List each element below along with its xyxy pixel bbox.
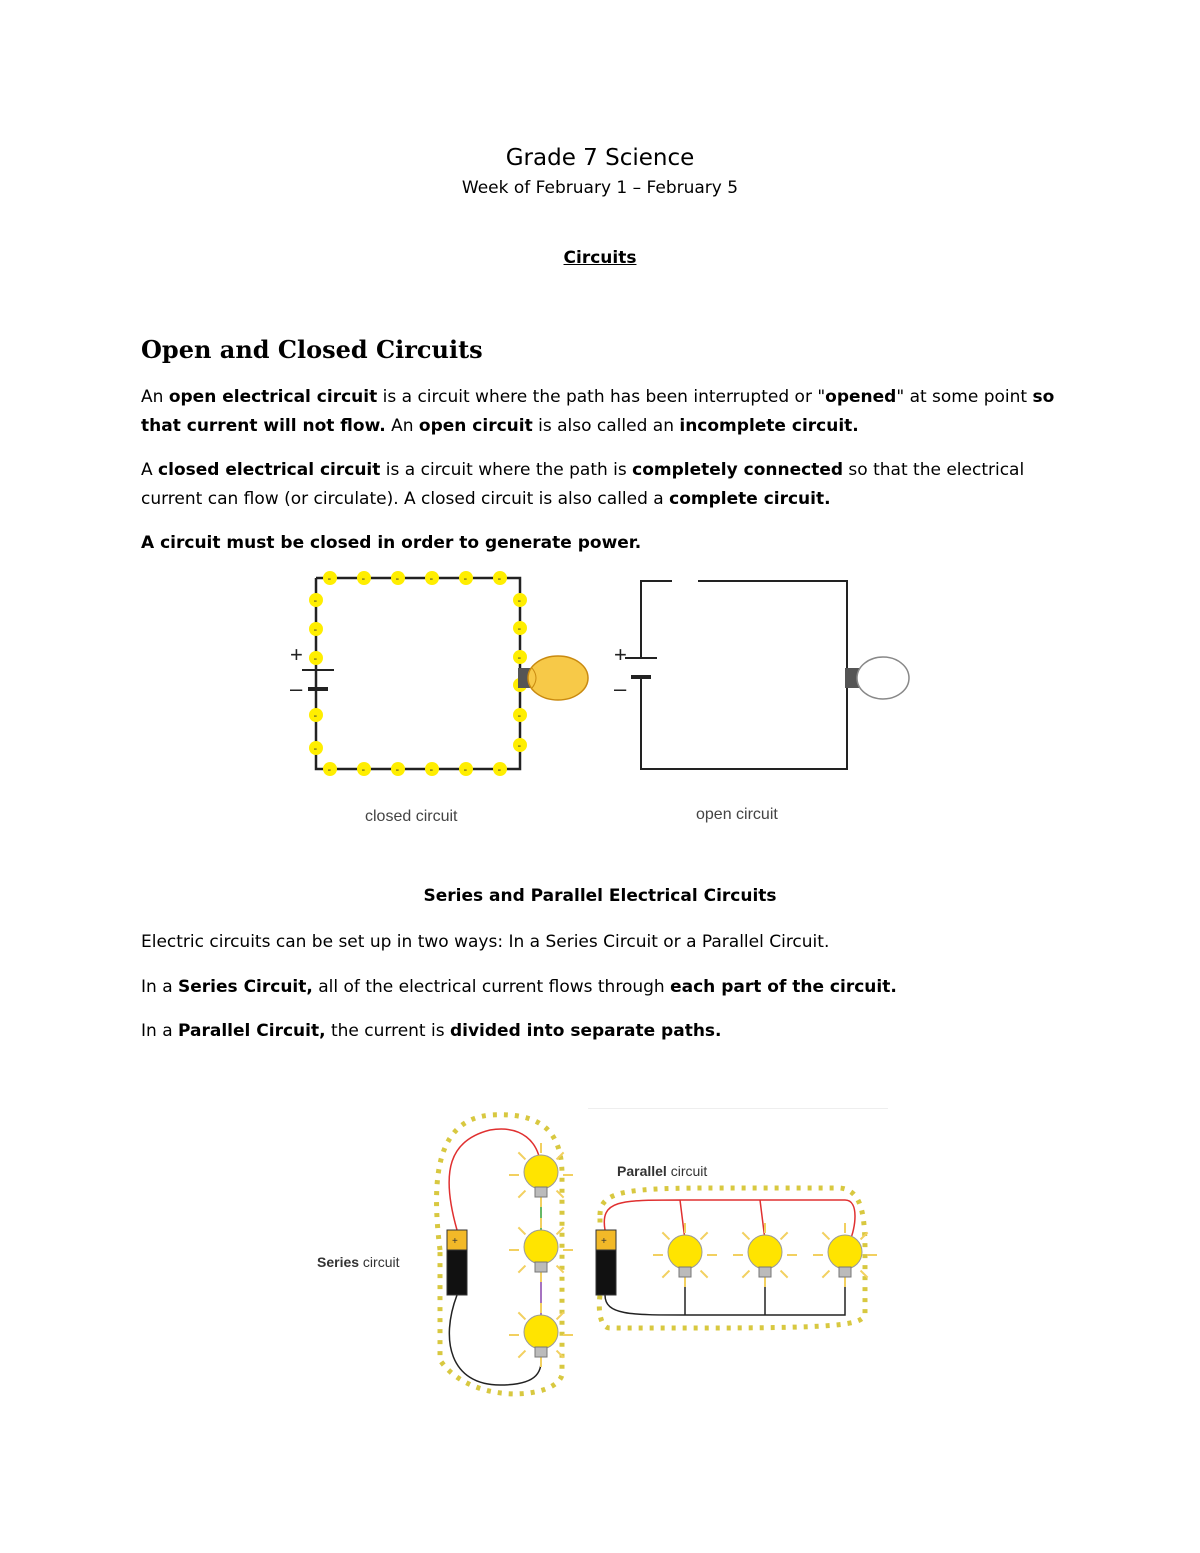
closed-battery-minus: – — [290, 676, 303, 701]
open-closed-circuit-figure — [280, 565, 930, 835]
text-run: Series Circuit, — [178, 977, 313, 997]
text-run: closed electrical circuit — [158, 460, 381, 480]
text-run: is also called an — [532, 416, 680, 436]
text-run: An — [141, 387, 169, 407]
lit-bulb-icon — [509, 1143, 573, 1207]
series-parallel-figure — [300, 1100, 900, 1410]
svg-text:+: + — [452, 1236, 458, 1247]
text-run: A — [141, 460, 159, 480]
open-battery-minus: – — [614, 676, 627, 701]
page-subtitle: Week of February 1 – February 5 — [461, 178, 739, 198]
electron-sign: - — [313, 743, 318, 755]
text-run: the current is — [325, 1021, 450, 1041]
lit-bulb-icon — [509, 1218, 573, 1282]
lit-bulb-icon — [509, 1303, 573, 1367]
text-run: An — [385, 416, 419, 436]
page-title: Grade 7 Science — [505, 145, 695, 171]
electron-sign: - — [517, 623, 522, 635]
electron-sign: - — [327, 573, 332, 585]
text-run: " at some point — [896, 387, 1033, 407]
electron-sign: - — [497, 764, 502, 776]
paragraph-two-ways: Electric circuits can be set up in two ways: In a Series Circuit or a Parallel Circuit. — [141, 932, 830, 952]
electron-sign: - — [517, 595, 522, 607]
electron-sign: - — [517, 652, 522, 664]
section-heading-open-closed: Open and Closed Circuits — [141, 335, 483, 364]
parallel-current-path — [599, 1188, 865, 1328]
paragraph-parallel — [141, 1017, 1061, 1046]
text-run: In a — [141, 1021, 179, 1041]
electron-sign: - — [313, 595, 318, 607]
text-run: incomplete circuit. — [679, 416, 859, 436]
series-battery-icon — [447, 1230, 467, 1295]
text-run: so that current will not flow. — [141, 387, 1055, 436]
electron-sign: - — [463, 573, 468, 585]
text-run: open electrical circuit — [168, 387, 378, 407]
electron-sign: - — [429, 764, 434, 776]
series-circuit-label: Series circuit — [317, 1254, 400, 1270]
open-battery-plus: + — [614, 642, 627, 667]
electron-sign: - — [395, 573, 400, 585]
electron-sign: - — [361, 573, 366, 585]
electron-sign: - — [313, 710, 318, 722]
section-heading-series-parallel: Series and Parallel Electrical Circuits — [423, 886, 777, 906]
parallel-circuit-label: Parallel circuit — [617, 1163, 708, 1179]
electron-sign: - — [517, 740, 522, 752]
paragraph-open-circuit — [141, 383, 1061, 441]
parallel-wire-black — [605, 1275, 845, 1315]
topic-heading: Circuits — [563, 248, 637, 268]
text-run: complete circuit. — [669, 489, 831, 509]
open-circuit-caption: open circuit — [696, 806, 778, 823]
parallel-wire-red — [604, 1200, 855, 1240]
paragraph-closed-circuit — [141, 456, 1061, 514]
text-run: each part of the circuit. — [670, 977, 897, 997]
text-run: Parallel Circuit, — [178, 1021, 326, 1041]
electron-sign: - — [497, 573, 502, 585]
lit-bulb-icon — [733, 1223, 797, 1287]
paragraph-series — [141, 973, 1061, 1002]
text-run: so that the electrical current can flow (or circulate). A closed circuit is also called a — [141, 460, 1025, 509]
bulb-unlit-icon — [845, 657, 909, 699]
electron-sign: - — [327, 764, 332, 776]
electron-sign: - — [463, 764, 468, 776]
svg-text:+: + — [601, 1236, 607, 1247]
closed-battery-plus: + — [290, 642, 303, 667]
lit-bulb-icon — [653, 1223, 717, 1287]
paragraph-closed-required: A circuit must be closed in order to generate power. — [141, 533, 642, 553]
electron-sign: - — [429, 573, 434, 585]
text-run: is a circuit where the path has been interrupted or " — [377, 387, 826, 407]
text-run: all of the electrical current flows through — [312, 977, 671, 997]
parallel-battery-icon — [596, 1230, 616, 1295]
electron-sign: - — [313, 653, 318, 665]
closed-circuit-caption: closed circuit — [365, 808, 458, 825]
open-circuit-wire — [641, 581, 847, 769]
lit-bulb-icon — [813, 1223, 877, 1287]
figure-divider — [588, 1108, 888, 1109]
text-run: is a circuit where the path is — [380, 460, 633, 480]
electron-sign: - — [395, 764, 400, 776]
text-run: opened — [825, 387, 897, 407]
text-run: completely connected — [632, 460, 844, 480]
electron-sign: - — [517, 710, 522, 722]
electron-sign: - — [361, 764, 366, 776]
electron-sign: - — [313, 624, 318, 636]
bulb-lit-icon — [518, 656, 588, 700]
closed-circuit-wire — [313, 578, 520, 769]
text-run: open circuit — [418, 416, 533, 436]
text-run: divided into separate paths. — [449, 1021, 722, 1041]
text-run: In a — [141, 977, 179, 997]
electron-group — [309, 571, 527, 776]
